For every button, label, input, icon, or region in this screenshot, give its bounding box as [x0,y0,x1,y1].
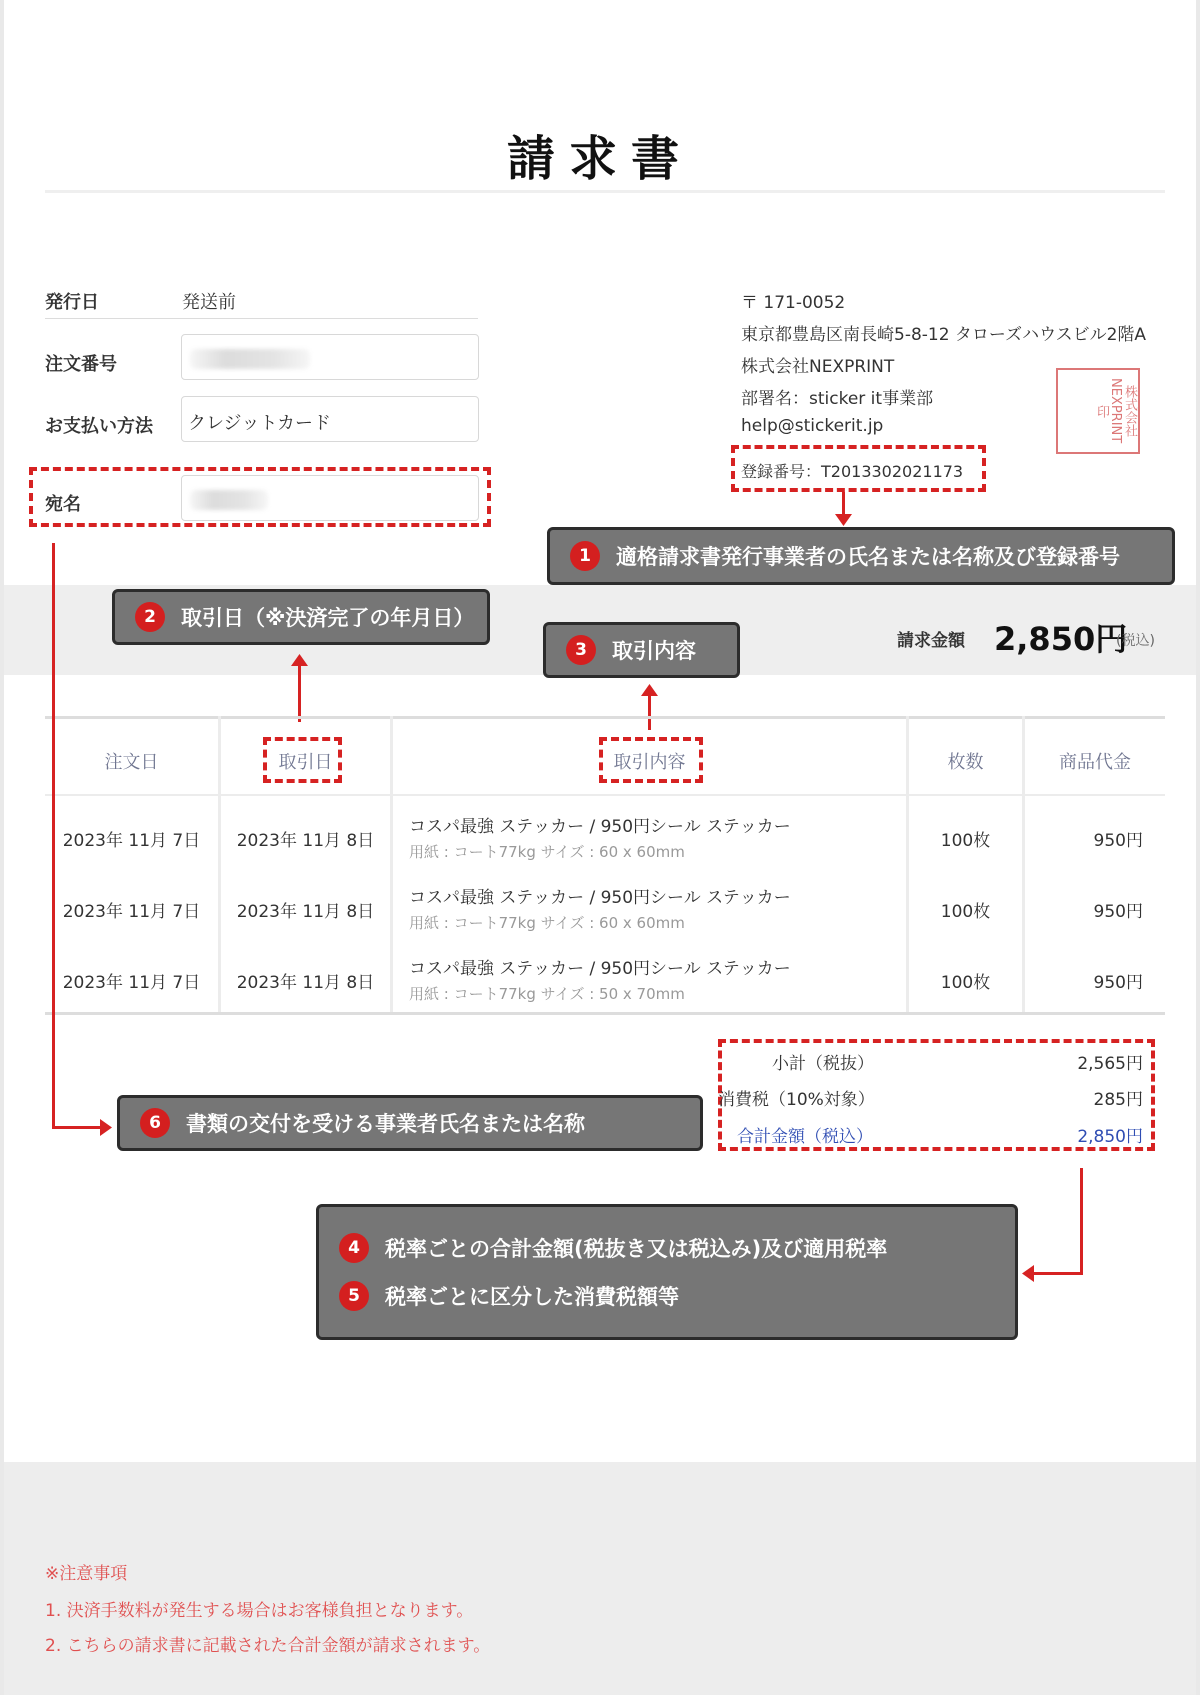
notes-heading: ※注意事項 [45,1564,128,1584]
row-2-price: 950円 [1093,902,1143,922]
notes-footer [4,1462,1196,1695]
row-2-quantity: 100枚 [940,902,991,922]
callout-2-number: 2 [135,602,165,632]
payment-method-label: お支払い方法 [45,416,153,437]
table-bottom-border [45,1012,1165,1015]
row-3-order-date: 2023年 11月 7日 [62,973,201,993]
callout-1-number: 1 [570,541,600,571]
arrow-line-recipient-horizontal [52,1126,102,1129]
tax-value: 285円 [1093,1090,1143,1110]
row-2-txn-date: 2023年 11月 8日 [236,902,375,922]
recipient-redacted [190,490,268,510]
row-3-quantity: 100枚 [940,973,991,993]
callout-4 [339,1233,887,1263]
note-item-1: 1. 決済手数料が発生する場合はお客様負担となります。 [45,1601,474,1621]
callout-3-number: 3 [566,635,596,665]
issuer-company: 株式会社NEXPRINT [741,357,895,377]
issue-date-label: 発行日 [45,292,99,313]
table-top-border [45,716,1165,719]
issuer-address: 東京都豊島区南長崎5-8-12 タローズハウスビル2階A [741,325,1147,345]
issuer-department: 部署名：sticker it事業部 [741,389,934,409]
invoice-page [4,0,1196,1695]
table-header-quantity: 枚数 [947,752,984,773]
callout-6 [117,1095,703,1151]
table-header-txn-date: 取引日 [278,752,333,773]
row-3-item: コスパ最強 ステッカー / 950円シール ステッカー [409,959,791,979]
arrow-line-recipient-vertical [52,543,55,1129]
billing-amount-value: 2,850円 [994,620,1128,658]
callout-4-number: 4 [339,1233,369,1263]
callout-2-text: 取引日（※決済完了の年月日） [181,606,475,630]
billing-amount-label: 請求金額 [897,631,965,651]
order-number-label: 注文番号 [45,354,117,375]
arrow-right-icon [100,1119,112,1136]
title-divider [45,190,1165,193]
arrow-left-icon [1022,1265,1034,1282]
callout-1 [547,527,1175,585]
arrow-line-txn-content [648,694,651,730]
payment-method-field: クレジットカード [181,396,479,442]
callout-5 [339,1281,679,1311]
note-item-2: 2. こちらの請求書に記載された合計金額が請求されます。 [45,1636,491,1656]
total-value: 2,850円 [1077,1127,1143,1147]
table-header-txn-content: 取引内容 [613,752,686,773]
row-3-txn-date: 2023年 11月 8日 [236,973,375,993]
subtotal-label: 小計（税抜） [772,1054,874,1074]
order-number-field [181,334,479,380]
callout-1-text: 適格請求書発行事業者の氏名または名称及び登録番号 [616,545,1120,569]
row-2-item: コスパ最強 ステッカー / 950円シール ステッカー [409,888,791,908]
row-1-order-date: 2023年 11月 7日 [62,831,201,851]
row-1-spec: 用紙 : コート77kg サイズ : 60 x 60mm [409,843,685,861]
page-title: 請求書 [506,131,693,187]
total-label: 合計金額（税込） [737,1127,873,1147]
subtotal-value: 2,565円 [1077,1054,1143,1074]
callout-6-number: 6 [140,1108,170,1138]
callout-4-text: 税率ごとの合計金額(税抜き又は税込み)及び適用税率 [385,1237,888,1261]
row-1-quantity: 100枚 [940,831,991,851]
arrow-down-icon [835,514,852,526]
order-number-redacted [190,349,310,369]
arrow-line-totals-horizontal [1032,1272,1083,1275]
issuer-email: help@stickerit.jp [741,416,884,436]
arrow-line-txn-date [298,664,301,722]
callout-4-5 [316,1204,1018,1340]
recipient-label: 宛名 [45,494,81,515]
row-1-price: 950円 [1093,831,1143,851]
callout-6-text: 書類の交付を受ける事業者氏名または名称 [186,1112,585,1136]
callout-3 [543,622,740,678]
row-1-item: コスパ最強 ステッカー / 950円シール ステッカー [409,817,791,837]
row-2-spec: 用紙 : コート77kg サイズ : 60 x 60mm [409,914,685,932]
callout-5-text: 税率ごとに区分した消費税額等 [385,1285,679,1309]
table-header-price: 商品代金 [1059,752,1131,773]
table-header-divider [45,794,1165,796]
issue-date-divider [45,318,478,319]
callout-3-text: 取引内容 [612,639,696,663]
row-1-txn-date: 2023年 11月 8日 [236,831,375,851]
row-3-spec: 用紙 : コート77kg サイズ : 50 x 70mm [409,985,685,1003]
row-2-order-date: 2023年 11月 7日 [62,902,201,922]
callout-5-number: 5 [339,1281,369,1311]
tax-label: 消費税（10%対象） [718,1090,875,1110]
issuer-postal-code: 〒 171-0052 [741,293,846,313]
company-seal-stamp: 株式会社NEXPRINT印 [1056,368,1140,454]
arrow-line-totals-vertical [1080,1168,1083,1275]
table-header-order-date: 注文日 [104,752,159,773]
callout-2 [112,589,490,645]
issue-date-value: 発送前 [182,292,236,313]
billing-tax-note: (税込) [1116,633,1155,649]
row-3-price: 950円 [1093,973,1143,993]
recipient-field [181,475,479,521]
issuer-registration-number: 登録番号：T2013302021173 [741,462,964,481]
